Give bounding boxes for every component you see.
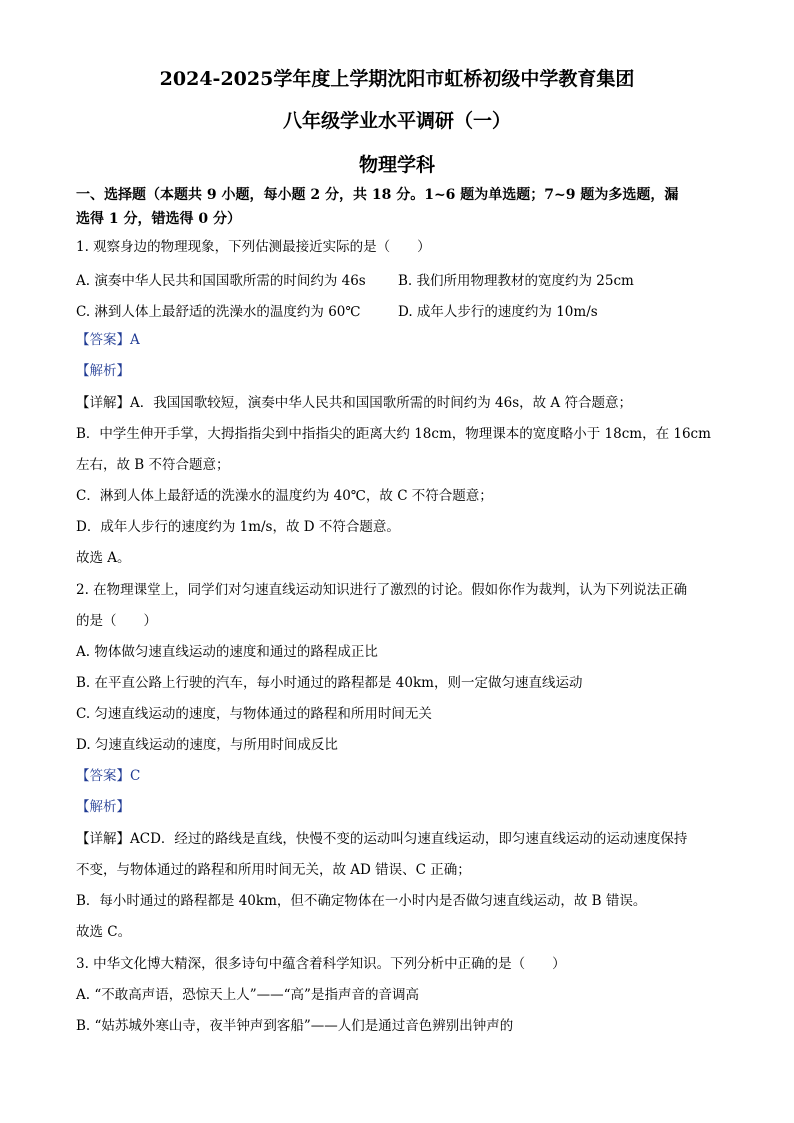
q1-option-a: A. 演奏中华人民共和国国歌所需的时间约为 46s <box>76 273 366 289</box>
q3-stem: 3. 中华文化博大精深，很多诗句中蕴含着科学知识。下列分析中正确的是（ ） <box>76 956 566 972</box>
q1-conclusion: 故选 A。 <box>76 550 131 566</box>
q1-detail-1: 【详解】A．我国国歌较短，演奏中华人民共和国国歌所需的时间约为 46s，故 A 符合题意； <box>76 395 632 411</box>
q2-option-b: B. 在平直公路上行驶的汽车，每小时通过的路程都是 40km，则一定做匀速直线运动 <box>76 675 583 691</box>
q2-option-d: D. 匀速直线运动的速度，与所用时间成反比 <box>76 737 338 753</box>
q2-detail-1: 【详解】ACD．经过的路线是直线，快慢不变的运动叫匀速直线运动，即匀速直线运动的运动速度保持 <box>76 831 688 847</box>
q2-stem: 2. 在物理课堂上，同学们对匀速直线运动知识进行了激烈的讨论。假如你作为裁判，认为下列说法正确 <box>76 582 688 598</box>
q1-option-c: C. 淋到人体上最舒适的洗澡水的温度约为 60℃ <box>76 304 361 320</box>
q1-detail-2: B．中学生伸开手掌，大拇指指尖到中指指尖的距离大约 18cm，物理课本的宽度略小于 18cm，在 16cm <box>76 426 711 442</box>
document-subtitle: 八年级学业水平调研（一） <box>282 110 511 132</box>
q2-option-c: C. 匀速直线运动的速度，与物体通过的路程和所用时间无关 <box>76 706 432 722</box>
q2-detail-3: B．每小时通过的路程都是 40km，但不确定物体在一小时内是否做匀速直线运动，故 B 错误。 <box>76 893 647 909</box>
q3-option-b: B. “姑苏城外寒山寺，夜半钟声到客船”——人们是通过音色辨别出钟声的 <box>76 1018 514 1034</box>
q1-detail-5: D．成年人步行的速度约为 1m/s，故 D 不符合题意。 <box>76 519 400 535</box>
section-heading: 一、选择题（本题共 9 小题，每小题 2 分，共 18 分。1~6 题为单选题；7~9 题为多选题，漏 <box>76 187 679 203</box>
document-title: 2024-2025学年度上学期沈阳市虹桥初级中学教育集团 <box>159 68 635 90</box>
q1-answer: 【答案】A <box>76 332 140 348</box>
q1-option-b: B. 我们所用物理教材的宽度约为 25cm <box>398 273 634 289</box>
q2-answer: 【答案】C <box>76 768 141 784</box>
section-heading-cont: 选得 1 分，错选得 0 分） <box>76 211 241 227</box>
q2-stem-cont: 的是（ ） <box>76 613 157 629</box>
q2-option-a: A. 物体做匀速直线运动的速度和通过的路程成正比 <box>76 644 378 660</box>
subject-title: 物理学科 <box>358 154 435 176</box>
q1-detail-4: C．淋到人体上最舒适的洗澡水的温度约为 40℃，故 C 不符合题意； <box>76 488 493 504</box>
q2-conclusion: 故选 C。 <box>76 924 132 940</box>
q3-option-a: A. “不敢高声语，恐惊天上人”——“高”是指声音的音调高 <box>76 987 419 1003</box>
q2-analysis-label: 【解析】 <box>76 799 130 815</box>
q1-detail-3: 左右，故 B 不符合题意； <box>76 457 230 473</box>
q2-detail-2: 不变，与物体通过的路程和所用时间无关，故 AD 错误、C 正确； <box>76 862 471 878</box>
q1-analysis-label: 【解析】 <box>76 363 130 379</box>
q1-option-d: D. 成年人步行的速度约为 10m/s <box>398 304 598 320</box>
q1-stem: 1. 观察身边的物理现象，下列估测最接近实际的是（ ） <box>76 239 431 255</box>
